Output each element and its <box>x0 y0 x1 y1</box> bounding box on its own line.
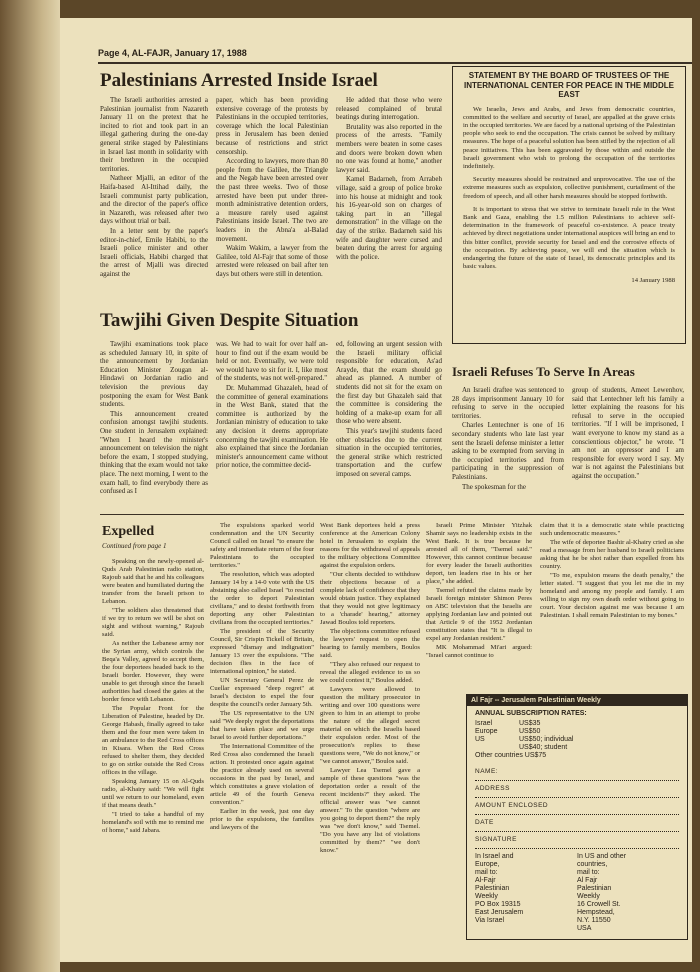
mail-line: 16 Crowell St. <box>577 901 621 908</box>
article2-col3 <box>336 340 442 480</box>
mail-addresses <box>475 853 679 933</box>
page-header: Page 4, AL-FAJR, January 17, 1988 <box>98 48 247 58</box>
mail-line: In Israel and Europe, <box>475 853 514 868</box>
mail-line: Al-Fajr Palestinian Weekly <box>475 877 510 900</box>
paragraph: The International Committee of the Red Cross also condemned the Israeli action. It protested once again against the practice already used on several occasions in the past by Israel, and which constitutes a grave violation of article 49 of the fourth Geneva convention." <box>210 743 314 806</box>
paragraph: "I tried to take a handful of my homeland's soil with me to remind me of home," said Jabara. <box>102 811 204 834</box>
mail-line: East Jerusalem <box>475 909 524 916</box>
paragraph: "Our clients decided to withdraw their objections because of a complete lack of confidence that they would obtain justice. They explained that they would not give legitimacy to a 'charade' hearing," attorney Jawad Boulos told reporters. <box>320 571 420 626</box>
rate-other: Other countries US$75 <box>475 752 547 759</box>
paragraph: The spokesman for the <box>462 482 526 491</box>
paragraph: ed, following an urgent session with the Israeli military official responsible for education, As'ad Arayde, that the exam should go ahead as planned. A number of students did not sit for the exam on the first day but Ghazaleh said that the committee is considering the holding of a make-up exam for all those who were absent. <box>336 340 442 426</box>
section-rule <box>100 514 684 515</box>
paragraph: claim that it is a democratic state while practicing such undemocratic measures." <box>540 522 684 537</box>
date-field[interactable]: DATE <box>475 815 679 832</box>
paragraph: Wakim Wakim, a lawyer from the Galilee, told Al-Fajr that some of those arrested were released on bail after ten days but others were still in detention. <box>216 244 328 278</box>
mail-line: PO Box 19315 <box>475 901 521 908</box>
paragraph: "The soldiers also threatened that if we try to return we will be shot on sight and without warning," Rajoub said. <box>102 607 204 638</box>
paragraph: paper, which has been providing extensive coverage of the protests by Palestinians in the occupied territories, coverage which the local Palestinian press in Jerusalem has been denied because of restrictions and strict censorship. <box>216 96 328 156</box>
mail-line: Via Israel <box>475 917 505 924</box>
paragraph: He added that those who were released complained of brutal beatings during interrogation. <box>336 96 442 122</box>
rate-row <box>475 728 679 736</box>
paragraph: In a letter sent by the paper's editor-in-chief, Emile Habibi, to the Israeli police minister and other Israeli officials, Habibi charged that the arrest of Mjalli was directed against the <box>100 226 208 278</box>
paragraph: This announcement created confusion amongst tawjihi students. One student in Jerusalem explained: "When I heard the minister's announcement on television the night before the exam, I stopped studying, thinking that the exam would not take place. The next morning, I went to the exam hall, to find everybody there as confused as I <box>100 409 208 496</box>
rate-price: US$50; individual <box>519 736 574 743</box>
article1-headline: Palestinians Arrested Inside Israel <box>100 70 378 91</box>
paragraph: Lawyers were allowed to question the military prosecutor in writing and over 100 questions were given to him in an attempt to probe the nature of the alleged secret material on which the Israelis based their expulsion order. Most of the prosecution's replies to these questions were, "We do not know," or "we cannot answer," Boulos said. <box>320 686 420 765</box>
paragraph: This year's tawjihi students faced other obstacles due to the current situation in the occupied territories, the general strike which restricted transportation and the curfew imposed on several camps. <box>336 426 442 478</box>
mail-right <box>577 853 679 933</box>
mail-line: Hempstead, N.Y. 11550 <box>577 909 615 924</box>
paragraph: The expulsions sparked world condemnation and the UN Security Council called on Israel "to ensure the safety and immediate return of the four Palestinians to the occupied territories." <box>210 522 314 569</box>
article1-col1 <box>100 96 208 279</box>
rate-region: Israel <box>475 720 493 727</box>
paragraph: Speaking January 15 on Al-Quds radio, al-Khairy said: "We will fight until we return to our homeland, even if that means death." <box>102 778 204 809</box>
paragraph: An Israeli draftee was sentenced to 28 days imprisonment January 10 for refusing to serve in the occupied territories. <box>452 386 564 420</box>
article3-col1 <box>452 386 564 492</box>
article2-headline: Tawjihi Given Despite Situation <box>100 310 359 331</box>
paragraph: Security measures should be restrained and unprovocative. The use of the extreme measures such as expulsion, collective punishment, curtailment of the freedom of speech, and all other harsh measures should be stopped forthwith. <box>463 176 675 200</box>
statement-body <box>463 106 675 286</box>
amount-field[interactable]: AMOUNT ENCLOSED <box>475 798 679 815</box>
paragraph: The wife of deportee Bashir al-Khairy cried as she read a message from her husband to Israeli politicians asking that he be shot rather than expelled from his country. <box>540 539 684 570</box>
rates-title: ANNUAL SUBSCRIPTION RATES: <box>475 710 587 717</box>
article3-col2 <box>572 386 684 482</box>
paragraph: Tsemel refuted the claims made by Israeli foreign minister Shimon Peres on ABC television that the Israelis are applying Jordanian law and pointed out that Article 9 of the 1952 Jordanian constitution states that "It is illegal to expel any Jordanian resident." <box>426 587 532 642</box>
paragraph: Dr. Muhammad Ghazaleh, head of the committee of general examinations in the West Bank, stated that the committee is authorized by the Jordanian ministry of education to take any decision it deems appropriate concerning the tawjihi examination. He also explained that since the Jordanian minister's announcement came without prior notice, the committee decid- <box>216 383 328 470</box>
address-field[interactable]: ADDRESS <box>475 781 679 798</box>
article4-col3 <box>320 522 420 856</box>
subscription-header: Al Fajr -- Jerusalem Palestinian Weekly <box>467 695 687 706</box>
rates-block <box>475 710 679 760</box>
rate-row <box>475 720 679 728</box>
paragraph: As neither the Lebanese army nor the Syrian army, which controls the Beqa'a Valley, agreed to accept them, the four deportees headed back to the Israeli border. However, they were unable to get through since the Israeli authorities had closed the gates at the border fence with Lebanon. <box>102 640 204 703</box>
article4-col2 <box>210 522 314 833</box>
header-rule <box>98 62 692 64</box>
paragraph: was. We had to wait for over half an-hour to find out if the exam would be held or not. Eventually, we were told we would have to sit for it. I, like most of the students, was not well-prepared." <box>216 340 328 383</box>
paragraph: Charles Lentechner is one of 16 secondary students who late last year sent the Israeli defense minister a letter asking to be exempted from serving in the occupied territories and from participating in the suppression of Palestinians. <box>452 421 564 481</box>
mail-left <box>475 853 577 933</box>
article4-col5 <box>540 522 684 621</box>
paragraph: Speaking on the newly-opened al-Quds Arab Palestinian radio station, Rajoub said that he and his colleagues were beaten and humiliated during the transfer from the Israeli prison to Lebanon. <box>102 558 204 605</box>
paragraph: The US representative to the UN said "We deeply regret the deportations that have taken place and we urge Israel to avoid further deportations." <box>210 710 314 741</box>
paragraph: We Israelis, Jews and Arabs, and Jews from democratic countries, committed to the welfare and security of Israel, are appalled at the grave crisis in the occupied territories. We are faced by a national uprising of the Palestinian people who seek to end the occupation. The crisis cannot be solved by military measures. The hope of a peaceful solution has been stifled by the rejection of all peace initiatives. This has been aggravated by those within and outside the Israeli government who wish to prolong the occupation of the territories indefinitely. <box>463 105 675 170</box>
signature-field[interactable]: SIGNATURE <box>475 832 679 849</box>
paragraph: The Israeli authorities arrested a Palestinian journalist from Nazareth January 11 on the pretext that he incited to riot and took part in an illegal gathering during the one-day general strike staged by Palestinians in Israel last month in solidarity with their brethren in the occupied territories. <box>100 96 208 173</box>
paragraph: "To me, expulsion means the death penalty," the letter stated. "I suggest that you let me die in my homeland and among my people and family. I am willing to sign my own death order without going to court. Your decision against me was because I am Palestinian. I shall remain Palestinian to my bones." <box>540 572 684 619</box>
mail-line: mail to: <box>475 869 498 876</box>
statement-date: 14 January 1988 <box>631 277 675 285</box>
rate-row <box>475 744 679 752</box>
paragraph: Natheer Mjalli, an editor of the Haifa-based Al-Ittihad daily, the Israeli communist party publication, and the director of the paper's office in Nazareth, was released after two days without trial or bail. <box>100 174 208 226</box>
mail-line: In US and other countries, <box>577 853 627 868</box>
paragraph: Tawjihi examinations took place as scheduled January 10, in spite of the announcement by Jordanian Education Minister Zougan al-Hindawi on Jordanian radio and television the previous day postponing the exam for West Bank students. <box>100 340 208 409</box>
paragraph: The Popular Front for the Liberation of Palestine, headed by Dr. George Habash, finally agreed to take them and the four men were taken in an ambulance to the Red Cross offices in Kisara. When the Red Cross refused to shelter them, they decided to go on strike outside the Red Cross offices in the village. <box>102 705 204 776</box>
paragraph: Brutality was also reported in the process of the arrests. "Family members were beaten in some cases and doors were broken down when no one was found at home," another lawyer said. <box>336 122 442 174</box>
paragraph: The objections committee refused the lawyers' request to open the hearing to family members, Boulos said. <box>320 628 420 659</box>
rate-price: US$35 <box>519 720 541 727</box>
article1-col3 <box>336 96 442 262</box>
paragraph: The president of the Security Council, Sir Crispin Tickell of Britain, expressed "dismay and indignation" January 13 over the expulsions. "The decision flies in the face of international opinion," he stated. <box>210 628 314 675</box>
paragraph: The resolution, which was adopted January 14 by a 14-0 vote with the US abstaining also called Israel "to rescind the order to deport Palestinian civilians," and to desist forthwith from deporting any other Palestinian civilians from the occupied territories." <box>210 571 314 626</box>
name-field[interactable]: NAME: <box>475 764 679 781</box>
statement-box <box>452 66 686 344</box>
mail-line: Al Fajr Palestinian Weekly <box>577 877 612 900</box>
paragraph: Earlier in the week, just one day prior to the expulsions, the families and lawyers of the <box>210 808 314 831</box>
rate-price: US$50 <box>519 728 541 735</box>
paragraph: West Bank deportees held a press conference at the American Colony hotel in Jerusalem to explain the reasons for the withdrawal of appeals to the military objections Committee against the expulsion orders. <box>320 522 420 569</box>
paragraph: Kamel Badarneh, from Arrabeh village, said a group of police broke into his house at midnight and took his 16-year-old son on charges of taking part in an "illegal demonstration" in the village on the day of the strike. Badarneh said his wife and daughter were cursed and beaten during the arrest for arguing with the police. <box>336 175 442 261</box>
paragraph: group of students, Ameet Lewenhov, said that Lentechner left his family a letter explaining the reasons for his refusal to serve in the occupied territories. "If I will be imprisoned, I want everyone to know my stand as a conscientious objector," he wrote. "I am not an oppressor and I am responsible for every word I say. My war is not against the Palestinians but against the occupation." <box>572 386 684 480</box>
mail-line: mail to: <box>577 869 600 876</box>
subscription-form <box>466 694 688 940</box>
article2-col1 <box>100 340 208 497</box>
article4-col4 <box>426 522 532 661</box>
paragraph: Lawyer Lea Tsemel gave a sample of these questions "was the deportation order a result of the recent incidents?" they asked. The official answer was "we cannot answer." To the question "where are you going to deport them?" the reply was "we don't know," said Tsemel. "Do you have any list of violations committed by them?" "we don't know." <box>320 767 420 854</box>
article1-col2 <box>216 96 328 279</box>
paragraph: "They also refused our request to reveal the alleged evidence to us so we could contest it," Boulos added. <box>320 661 420 684</box>
mail-line: USA <box>577 925 592 932</box>
paragraph: According to lawyers, more than 80 people from the Galilee, the Triangle and the Negab have been arrested over the past three weeks. Two of those arrested have been put under three-month administrative detention orders, a measure rarely used against Palestinians inside Israel. The two are leaders in the Abna'a al-Balad movement. <box>216 157 328 243</box>
paragraph: MK Mohammad Mi'ari argued: "Israel cannot continue to <box>426 644 532 659</box>
article4-col1 <box>102 558 204 836</box>
paragraph: Israeli Prime Minister Yitzhak Shamir says no leadership exists in the West Bank. It is true because he arrested all of them, "Tsemel said." However, this cannot continue because for every leader the Israeli authorities deport, ten leaders rise in his or her place," she added. <box>426 522 532 585</box>
article3-headline: Israeli Refuses To Serve In Areas <box>452 364 635 379</box>
statement-title: STATEMENT BY THE BOARD OF TRUSTEES OF THE INTERNATIONAL CENTER FOR PEACE IN THE MIDDLE EAST <box>464 71 674 99</box>
page-binding-edge <box>0 0 60 972</box>
newspaper-page <box>60 18 692 962</box>
article2-col2 <box>216 340 328 471</box>
article4-headline: Expelled <box>102 524 155 539</box>
rate-region: Europe <box>475 728 498 735</box>
rate-region: US <box>475 736 485 743</box>
paragraph: UN Secretary General Perez de Cuellar expressed "deep regret" at Israel's decision to expel the four despite the council's order January 5th. <box>210 677 314 708</box>
rate-price: US$40; student <box>519 744 568 751</box>
continued-note: Continued from page 1 <box>102 542 167 550</box>
paragraph: It is important to stress that we strive to terminate Israeli rule in the West Bank and Gaza, enabling the 1.5 million Palestinians to achieve self-determination in the framework of peaceful co-existence. A peace treaty achieved by direct negotiations under international auspices will bring an end to this bitter conflict, provide security for Israel and end the corrosive effects of the occupation. By achieving peace, we will end the situation which is endangering the future of the state of Israel, its democratic principles and its basic values. <box>463 205 675 271</box>
rate-row <box>475 736 679 744</box>
